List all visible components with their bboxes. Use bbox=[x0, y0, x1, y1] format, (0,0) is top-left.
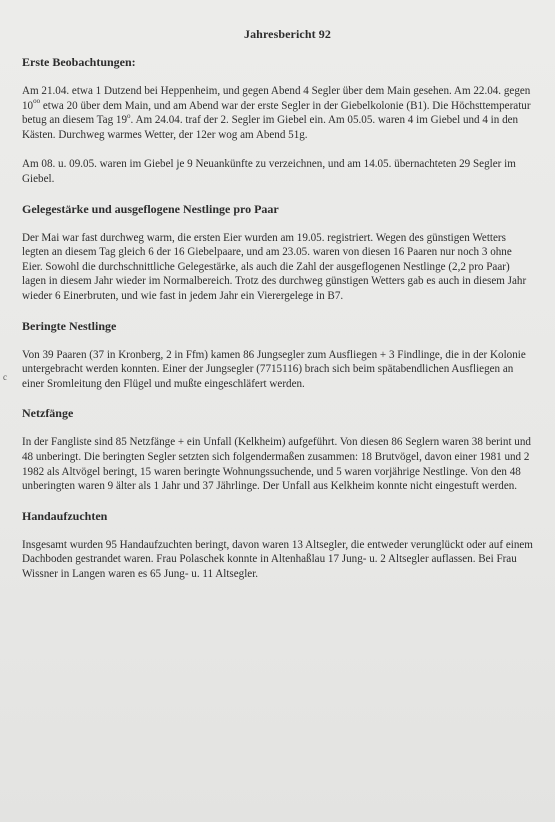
paragraph-handaufzuchten-1: Insgesamt wurden 95 Handaufzuchten beringt, davon waren 13 Altsegler, die entweder verunglückt oder auf einem Dachboden gestrandet waren. Frau Polaschek konnte in Altenhaßlau 17 Jung- u. 2 Altsegler auflassen. Bei Frau Wissner in Langen waren es 65 Jung- u. 11 Altsegler. bbox=[22, 538, 533, 580]
section-heading-netzfaenge: Netzfänge bbox=[22, 406, 74, 421]
section-heading-gelegestaerke: Gelegestärke und ausgeflogene Nestlinge pro Paar bbox=[22, 201, 279, 216]
paragraph-gelege-1: Der Mai war fast durchweg warm, die ersten Eier wurden am 19.05. registriert. Wegen des günstigen Wetters legten an diesem Tag gleich 6 der 16 Giebelpaare, und am 23.05. waren von diesen 16 Paaren nur noch 3 ohne Eier. Sowohl die durchschnittliche Gelegestärke, als auch die Zahl der ausgeflogenen Nestlinge (2,2 pro Paar) lagen in diesem Jahr wieder im Normalbereich. Trotz des durchweg günstigen Wetters gab es auch in diesem Jahr wieder 6 Einerbruten, und wie fast in jedem Jahr ein Vierergelege in B7. bbox=[22, 231, 527, 302]
paragraph-erste-1: Am 21.04. etwa 1 Dutzend bei Heppenheim, und gegen Abend 4 Segler über dem Main gesehen. Am 22.04. gegen $10^{oo}$ etwa 20 über dem Main, und am Abend war der erste Segler in der Giebelkolonie (B1). Die Höchsttemperatur betug an diesem Tag 19$^o$. Am 24.04. traf der 2. Segler im Giebel ein. Am 05.05. waren 4 im Giebel und 4 in den Kästen. Durchweg warmes Wetter, der 12er wog am Abend 51g. bbox=[22, 85, 531, 141]
paragraph-erste-2: Am 08. u. 09.05. waren im Giebel je 9 Neuankünfte zu verzeichnen, und am 14.05. übernachteten 29 Segler im Giebel. bbox=[22, 158, 516, 185]
paragraph-netzfaenge-1: In der Fangliste sind 85 Netzfänge + ein Unfall (Kelkheim) aufgeführt. Von diesen 86 Seglern waren 38 berint und 48 unberingt. Die beringten Segler setzten sich folgendermaßen zusammen: 18 Brutvögel, davon einer 1981 und 2 1982 als Altvögel beringt, 15 waren beringte Wohnungssuchende, und 5 waren vorjährige Nestlinge. Von den 48 unberingten waren 9 älter als 1 Jahr und 37 Jährlinge. Der Unfall aus Kelkheim konnte nicht eingestuft werden. bbox=[22, 436, 531, 493]
document-body bbox=[22, 55, 534, 581]
paragraph-beringte-1: Von 39 Paaren (37 in Kronberg, 2 in Ffm) kamen 86 Jungsegler zum Ausfliegen + 3 Findlinge, die in der Kolonie untergebracht werden konnten. Einer der Jungsegler (7715116) brach sich beim spätabendlichen Ausfliegen an einer Sromleitung den Flügel und mußte eingeschläfert werden. bbox=[22, 348, 526, 390]
document-title: Jahresbericht 92 bbox=[243, 27, 332, 41]
section-heading-erste-beobachtungen: Erste Beobachtungen: bbox=[22, 55, 136, 69]
margin-mark: c bbox=[3, 372, 7, 382]
section-heading-handaufzuchten: Handaufzuchten bbox=[22, 508, 108, 523]
section-heading-beringte-nestlinge: Beringte Nestlinge bbox=[22, 318, 117, 333]
